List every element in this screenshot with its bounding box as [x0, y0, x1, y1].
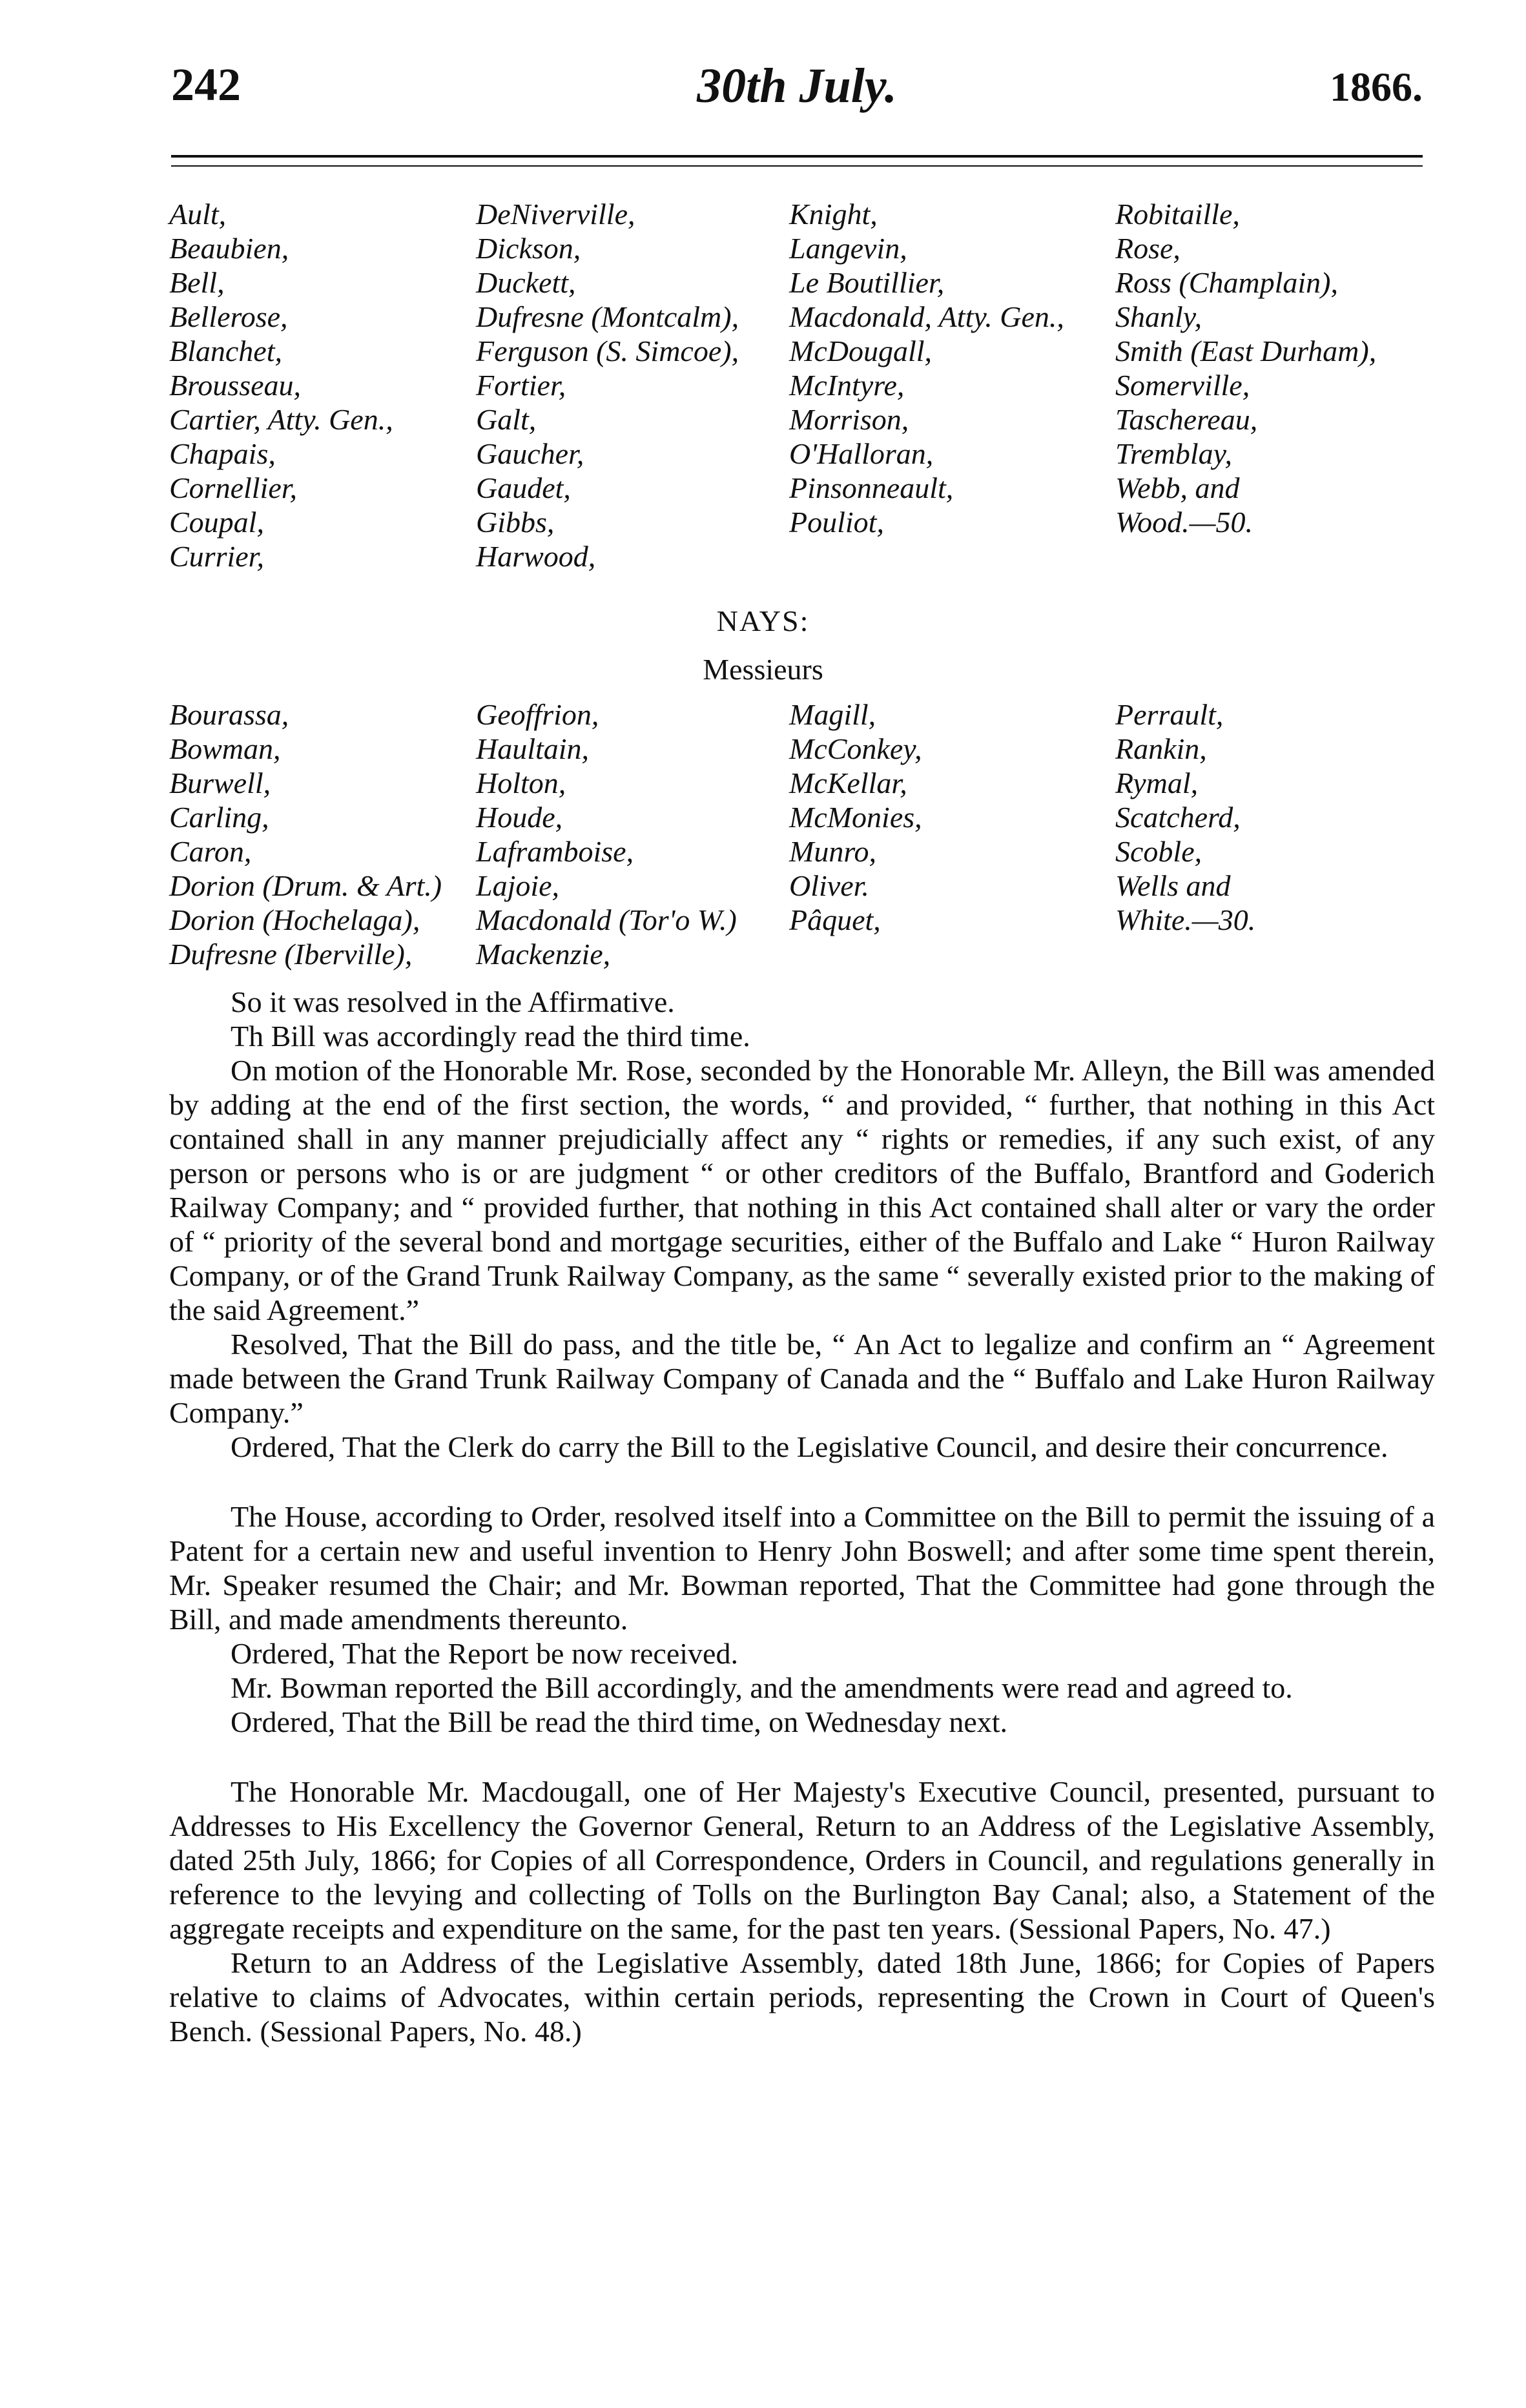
paragraph: Ordered, That the Report be now received. [231, 1637, 738, 1670]
nays-row [169, 834, 1435, 869]
member-name: Munro, [789, 835, 877, 868]
member-name: Macdonald, Atty. Gen., [789, 300, 1064, 333]
paragraph: Return to an Address of the Legislative Assembly, dated 18th June, 1866; for Copies of Papers relative to claims of Advocates, within certain periods, representing the Crown in Court of Queen's Bench. (Sessional Papers, No. 48.) [169, 1946, 1435, 2048]
proceedings-text [169, 985, 1435, 2048]
member-name: O'Halloran, [789, 437, 934, 470]
member-name: Scatcherd, [1115, 801, 1241, 834]
nays-row [169, 697, 1435, 732]
member-name: Pouliot, [789, 506, 884, 539]
member-name: Geoffrion, [476, 698, 599, 731]
member-name: Cornellier, [169, 471, 298, 504]
member-name: Tremblay, [1115, 437, 1233, 470]
nays-row [169, 937, 1435, 971]
paragraph: Resolved, That the Bill do pass, and the title be, “ An Act to legalize and confirm an “ Agreement made between the Grand Trunk Railway Company of Canada and the “ Buffalo and Lake Huron Railway Company.” [169, 1328, 1435, 1429]
member-name: Dufresne (Montcalm), [476, 300, 739, 333]
member-name: Brousseau, [169, 369, 302, 402]
member-name: Mackenzie, [476, 938, 611, 971]
member-name: Dorion (Hochelaga), [169, 903, 420, 936]
nays-subheading: Messieurs [703, 653, 823, 686]
member-name: Macdonald (Tor'o W.) [476, 903, 737, 936]
yeas-row [169, 334, 1435, 368]
yeas-row [169, 231, 1435, 265]
member-name: Caron, [169, 835, 252, 868]
paragraph: The House, according to Order, resolved itself into a Committee on the Bill to permit the issuing of a Patent for a certain new and useful invention to Henry John Boswell; and after some time spent therein, Mr. Speaker resumed the Chair; and Mr. Bowman reported, That the Committee had gone through the Bill, and made amendments thereunto. [169, 1500, 1435, 1636]
nays-row [169, 732, 1435, 766]
member-name: White.—30. [1115, 903, 1256, 936]
member-name: Bourassa, [169, 698, 289, 731]
member-name: Shanly, [1115, 300, 1202, 333]
nays-list [169, 697, 1435, 971]
member-name: Dickson, [476, 232, 581, 265]
member-name: Gaudet, [476, 471, 571, 504]
member-name: Ferguson (S. Simcoe), [476, 334, 739, 367]
paragraph: So it was resolved in the Affirmative. [231, 985, 675, 1018]
member-name: Holton, [476, 767, 566, 799]
paragraph: Ordered, That the Bill be read the third time, on Wednesday next. [231, 1705, 1008, 1738]
member-name: Rankin, [1115, 732, 1207, 765]
yeas-row [169, 265, 1435, 300]
yeas-row [169, 471, 1435, 505]
yeas-row [169, 539, 1435, 573]
member-name: Oliver. [789, 869, 869, 902]
member-name: Ross (Champlain), [1115, 266, 1338, 299]
member-name: Burwell, [169, 767, 271, 799]
member-name: McIntyre, [789, 369, 905, 402]
member-name: Fortier, [476, 369, 566, 402]
member-name: Webb, and [1115, 471, 1240, 504]
member-name: Chapais, [169, 437, 276, 470]
member-name: Knight, [789, 198, 878, 231]
yeas-list [169, 197, 1435, 573]
member-name: McConkey, [789, 732, 922, 765]
member-name: Dorion (Drum. & Art.) [169, 869, 442, 902]
paragraph: On motion of the Honorable Mr. Rose, seconded by the Honorable Mr. Alleyn, the Bill was amended by adding at the end of the first section, the words, “ and provided, “ further, that nothing in this Act contained shall in any manner prejudicially affect any “ rights or remedies, if any such exist, of any person or persons who is or are judgment “ or other creditors of the Buffalo, Brantford and Goderich Railway Company; and “ provided further, that nothing in this Act contained shall alter or vary the order of “ priority of the several bond and mortgage securities, either of the Buffalo and Lake “ Huron Railway Company, or of the Grand Trunk Railway Company, as the same “ severally existed prior to the making of the said Agreement.” [169, 1054, 1435, 1326]
member-name: DeNiverville, [476, 198, 635, 231]
yeas-row [169, 300, 1435, 334]
member-name: Taschereau, [1115, 403, 1258, 436]
member-name: Haultain, [476, 732, 590, 765]
member-name: Robitaille, [1115, 198, 1240, 231]
member-name: Blanchet, [169, 334, 282, 367]
member-name: Beaubien, [169, 232, 289, 265]
member-name: Wood.—50. [1115, 506, 1253, 539]
yeas-row [169, 368, 1435, 402]
member-name: Langevin, [789, 232, 907, 265]
page-year: 1866. [1330, 64, 1423, 110]
member-name: Rose, [1115, 232, 1181, 265]
yeas-row [169, 402, 1435, 437]
member-name: Somerville, [1115, 369, 1250, 402]
member-name: Laframboise, [476, 835, 634, 868]
header-rule-thin [171, 165, 1423, 167]
member-name: McMonies, [789, 801, 922, 834]
member-name: Smith (East Durham), [1115, 334, 1377, 367]
member-name: Magill, [789, 698, 876, 731]
member-name: Pâquet, [789, 903, 881, 936]
member-name: Bellerose, [169, 300, 288, 333]
nays-row [169, 869, 1435, 903]
member-name: McKellar, [789, 767, 907, 799]
member-name: Coupal, [169, 506, 264, 539]
yeas-row [169, 197, 1435, 231]
member-name: Carling, [169, 801, 269, 834]
member-name: Le Boutillier, [789, 266, 945, 299]
member-name: Pinsonneault, [789, 471, 954, 504]
page-date: 30th July. [697, 59, 897, 113]
member-name: Harwood, [476, 540, 596, 573]
paragraph: The Honorable Mr. Macdougall, one of Her Majesty's Executive Council, presented, pursuant to Addresses to His Excellency the Governor General, Return to an Address of the Legislative Assembly, dated 25th July, 1866; for Copies of all Correspondence, Orders in Council, and regulations generally in reference to the levying and collecting of Tolls on the Burlington Bay Canal; also, a Statement of the aggregate receipts and expenditure on the same, for the past ten years. (Sessional Papers, No. 47.) [169, 1775, 1435, 1945]
member-name: Scoble, [1115, 835, 1202, 868]
yeas-row [169, 505, 1435, 539]
member-name: Morrison, [789, 403, 909, 436]
member-name: Perrault, [1115, 698, 1224, 731]
member-name: Lajoie, [476, 869, 560, 902]
page-header [171, 58, 1423, 129]
member-name: Dufresne (Iberville), [169, 938, 413, 971]
paragraph: Th Bill was accordingly read the third time. [231, 1020, 750, 1053]
nays-heading: NAYS: [716, 604, 810, 637]
member-name: Cartier, Atty. Gen., [169, 403, 393, 436]
paragraph: Mr. Bowman reported the Bill accordingly, and the amendments were read and agreed to. [231, 1671, 1293, 1704]
nays-row [169, 766, 1435, 800]
member-name: Galt, [476, 403, 537, 436]
member-name: Ault, [169, 198, 227, 231]
paragraph: Ordered, That the Clerk do carry the Bill to the Legislative Council, and desire their concurrence. [231, 1430, 1388, 1463]
member-name: Houde, [476, 801, 563, 834]
member-name: McDougall, [789, 334, 933, 367]
page-number: 242 [171, 59, 241, 110]
header-rule [171, 155, 1423, 158]
member-name: Currier, [169, 540, 264, 573]
member-name: Duckett, [476, 266, 576, 299]
nays-row [169, 903, 1435, 937]
yeas-row [169, 437, 1435, 471]
member-name: Rymal, [1115, 767, 1199, 799]
member-name: Gaucher, [476, 437, 584, 470]
member-name: Bowman, [169, 732, 281, 765]
member-name: Wells and [1115, 869, 1231, 902]
nays-row [169, 800, 1435, 834]
member-name: Gibbs, [476, 506, 555, 539]
member-name: Bell, [169, 266, 225, 299]
